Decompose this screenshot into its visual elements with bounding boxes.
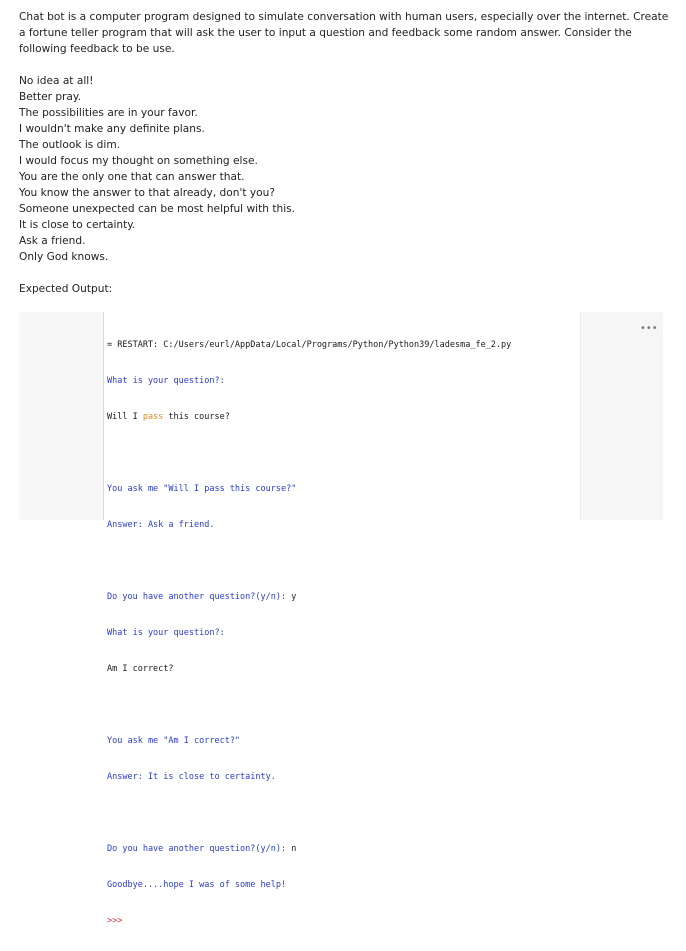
answer-line: Answer: Ask a friend. [107, 520, 215, 530]
fortune-item: You know the answer to that already, don't you? [19, 187, 275, 199]
fortune-item: Ask a friend. [19, 235, 86, 247]
ellipsis-vertical-icon[interactable]: ••• [640, 323, 658, 334]
user-input-line: Am I correct? [107, 664, 174, 674]
question-prompt: What is your question?: [107, 376, 225, 386]
another-question-prompt: Do you have another question?(y/n): [107, 844, 292, 854]
fortune-list [19, 73, 669, 265]
fortune-item: No idea at all! [19, 75, 94, 87]
user-input-line [107, 411, 579, 423]
fortune-item: I would focus my thought on something else. [19, 155, 258, 167]
fortune-item: Someone unexpected can be most helpful with this. [19, 203, 296, 215]
shell-text [107, 315, 579, 951]
another-question-line [107, 591, 579, 603]
fortune-item: It is close to certainty. [19, 219, 136, 231]
blank-line [107, 807, 579, 819]
blank-line [107, 699, 579, 711]
fortune-item: You are the only one that can answer that. [19, 171, 245, 183]
another-question-line [107, 843, 579, 855]
intro-paragraph: Chat bot is a computer program designed to simulate conversation with human users, especially over the internet. Create a fortune teller program that will ask the user to input a question and feedback some random answer. Consider the following feedback to be use. [19, 11, 669, 55]
expected-output-screenshot [19, 312, 663, 926]
fortune-item: I wouldn't make any definite plans. [19, 123, 205, 135]
shell-prompt: >>> [107, 916, 123, 926]
user-input-text: this course? [163, 412, 230, 422]
echo-line: You ask me "Am I correct?" [107, 736, 241, 746]
fortune-item: The possibilities are in your favor. [19, 107, 198, 119]
user-input-text: Will I [107, 412, 143, 422]
another-question-input: y [291, 592, 297, 602]
another-question-prompt: Do you have another question?(y/n): [107, 592, 292, 602]
blank-line [107, 447, 579, 459]
answer-line: Answer: It is close to certainty. [107, 772, 276, 782]
blank-line [107, 555, 579, 567]
fortune-item: The outlook is dim. [19, 139, 121, 151]
question-prompt: What is your question?: [107, 628, 225, 638]
restart-line: = RESTART: C:/Users/eurl/AppData/Local/Programs/Python/Python39/ladesma_fe_2.py [107, 340, 512, 350]
goodbye-line: Goodbye....hope I was of some help! [107, 880, 287, 890]
echo-line: You ask me "Will I pass this course?" [107, 484, 297, 494]
another-question-input: n [291, 844, 297, 854]
expected-output-label: Expected Output: [19, 283, 113, 295]
keyword-highlight: pass [142, 412, 164, 422]
python-shell-output [103, 312, 581, 926]
fortune-item: Only God knows. [19, 251, 109, 263]
fortune-item: Better pray. [19, 91, 82, 103]
